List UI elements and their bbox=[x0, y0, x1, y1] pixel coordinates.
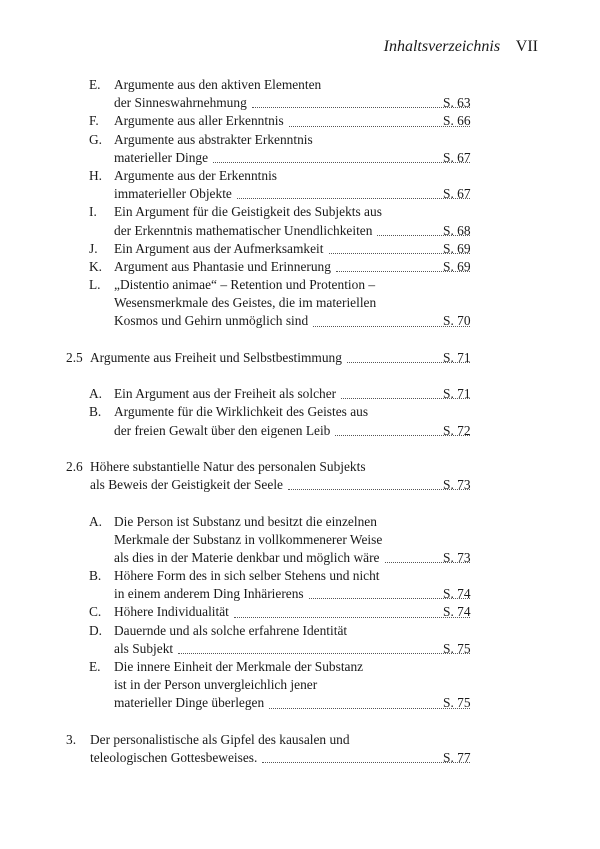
entry-label: A. bbox=[89, 386, 103, 402]
entry-page: S. 69 bbox=[443, 258, 471, 274]
toc-entry-a bbox=[0, 513, 600, 531]
entry-label: I. bbox=[89, 204, 97, 220]
toc-entry-e-cont bbox=[0, 676, 600, 694]
entry-page: S. 75 bbox=[443, 640, 471, 656]
toc-entry-a-cont bbox=[0, 549, 600, 567]
entry-text: als dies in der Materie denkbar und möglich wäre bbox=[114, 549, 380, 565]
entry-text: Höhere Form des in sich selber Stehens und nicht bbox=[114, 568, 380, 584]
toc-entry-l bbox=[0, 276, 600, 294]
section-title: Höhere substantielle Natur des personalen Subjekts bbox=[90, 458, 366, 474]
entry-text: Ein Argument aus der Aufmerksamkeit bbox=[114, 240, 324, 256]
entry-text: materieller Dinge überlegen bbox=[114, 695, 265, 711]
entry-text: Die Person ist Substanz und besitzt die einzelnen bbox=[114, 513, 377, 529]
entry-text: ist in der Person unvergleichlich jener bbox=[114, 677, 318, 693]
entry-page: S. 72 bbox=[443, 422, 471, 438]
entry-label: C. bbox=[89, 604, 102, 620]
entry-page: S. 66 bbox=[443, 113, 471, 129]
entry-text: Kosmos und Gehirn unmöglich sind bbox=[114, 313, 309, 329]
entry-text: der freien Gewalt über den eigenen Leib bbox=[114, 422, 331, 438]
dot-leader bbox=[178, 653, 470, 654]
entry-page: S. 73 bbox=[443, 477, 471, 493]
entry-page: S. 71 bbox=[443, 349, 471, 365]
toc-entry-h-cont bbox=[0, 185, 600, 203]
entry-page: S. 73 bbox=[443, 549, 471, 565]
entry-text: Argumente für die Wirklichkeit des Geistes aus bbox=[114, 404, 369, 420]
entry-text: Höhere Individualität bbox=[114, 604, 229, 620]
table-of-contents bbox=[0, 76, 600, 767]
section-title: teleologischen Gottesbeweises. bbox=[90, 749, 258, 765]
section-number: 3. bbox=[66, 731, 77, 747]
toc-entry-d bbox=[0, 622, 600, 640]
dot-leader bbox=[237, 198, 470, 199]
toc-section-2-6-cont bbox=[0, 476, 600, 494]
entry-text: Argumente aus aller Erkenntnis bbox=[114, 113, 284, 129]
toc-entry-i bbox=[0, 203, 600, 221]
entry-page: S. 67 bbox=[443, 149, 471, 165]
entry-text: Argumente aus der Erkenntnis bbox=[114, 167, 278, 183]
toc-section-3 bbox=[0, 731, 600, 749]
entry-page: S. 74 bbox=[443, 586, 471, 602]
toc-entry-a bbox=[0, 385, 600, 403]
entry-page: S. 70 bbox=[443, 313, 471, 329]
entry-label: H. bbox=[89, 167, 103, 183]
section-title: Argumente aus Freiheit und Selbstbestimmung bbox=[90, 349, 342, 365]
toc-entry-l-cont bbox=[0, 312, 600, 330]
entry-label: A. bbox=[89, 513, 103, 529]
entry-page: S. 69 bbox=[443, 240, 471, 256]
entry-text: „Distentio animae“ – Retention und Protention – bbox=[114, 277, 376, 293]
dot-leader bbox=[252, 107, 470, 108]
entry-page: S. 74 bbox=[443, 604, 471, 620]
entry-label: E. bbox=[89, 659, 101, 674]
dot-leader bbox=[262, 762, 470, 763]
entry-text: materieller Dinge bbox=[114, 149, 209, 165]
toc-entry-j bbox=[0, 240, 600, 258]
entry-page: S. 68 bbox=[443, 222, 471, 238]
entry-label: K. bbox=[89, 258, 103, 274]
entry-text: Argument aus Phantasie und Erinnerung bbox=[114, 258, 331, 274]
section-number: 2.5 bbox=[66, 349, 83, 365]
entry-label: L. bbox=[89, 277, 101, 293]
entry-text: der Erkenntnis mathematischer Unendlichkeiten bbox=[114, 222, 373, 238]
toc-entry-a-cont bbox=[0, 531, 600, 549]
toc-entry-k bbox=[0, 258, 600, 276]
toc-entry-i-cont bbox=[0, 222, 600, 240]
toc-entry-e-cont bbox=[0, 94, 600, 112]
dot-leader bbox=[234, 617, 470, 618]
toc-entry-d-cont bbox=[0, 640, 600, 658]
toc-entry-b bbox=[0, 567, 600, 585]
section-number: 2.6 bbox=[66, 458, 83, 474]
entry-text: Wesensmerkmale des Geistes, die im materiellen bbox=[114, 295, 377, 311]
toc-section-3-cont bbox=[0, 749, 600, 767]
entry-page: S. 63 bbox=[443, 95, 471, 111]
entry-text: Ein Argument für die Geistigkeit des Subjekts aus bbox=[114, 204, 382, 220]
entry-label: E. bbox=[89, 77, 101, 92]
running-header bbox=[384, 38, 538, 56]
entry-page: S. 71 bbox=[443, 386, 471, 402]
entry-text: Argumente aus abstrakter Erkenntnis bbox=[114, 131, 313, 147]
dot-leader bbox=[213, 162, 470, 163]
entry-text: Die innere Einheit der Merkmale der Substanz bbox=[114, 659, 364, 674]
entry-label: F. bbox=[89, 113, 99, 129]
entry-label: B. bbox=[89, 404, 102, 420]
toc-entry-f bbox=[0, 112, 600, 130]
entry-label: D. bbox=[89, 622, 103, 638]
dot-leader bbox=[269, 708, 470, 709]
toc-section-2-5 bbox=[0, 349, 600, 367]
toc-entry-g bbox=[0, 131, 600, 149]
entry-page: S. 75 bbox=[443, 695, 471, 711]
entry-text: der Sinneswahrnehmung bbox=[114, 95, 247, 111]
toc-entry-h bbox=[0, 167, 600, 185]
entry-label: J. bbox=[89, 240, 98, 256]
entry-text: Merkmale der Substanz in vollkommenerer Weise bbox=[114, 531, 383, 547]
toc-entry-b-cont bbox=[0, 585, 600, 603]
toc-entry-e bbox=[0, 76, 600, 94]
toc-entry-e bbox=[0, 658, 600, 676]
toc-entry-b bbox=[0, 403, 600, 421]
entry-page: S. 67 bbox=[443, 186, 471, 202]
entry-text: in einem anderem Ding Inhärierens bbox=[114, 586, 304, 602]
toc-entry-c bbox=[0, 603, 600, 621]
toc-entry-l-cont bbox=[0, 294, 600, 312]
section-title: als Beweis der Geistigkeit der Seele bbox=[90, 477, 283, 493]
entry-label: B. bbox=[89, 568, 102, 584]
entry-text: Dauernde und als solche erfahrene Identität bbox=[114, 622, 348, 638]
toc-section-2-6 bbox=[0, 458, 600, 476]
entry-text: immaterieller Objekte bbox=[114, 186, 232, 202]
entry-text: Ein Argument aus der Freiheit als solcher bbox=[114, 386, 337, 402]
toc-entry-g-cont bbox=[0, 149, 600, 167]
toc-entry-b-cont bbox=[0, 422, 600, 440]
header-title: Inhaltsverzeichnis bbox=[383, 38, 501, 55]
entry-text: Argumente aus den aktiven Elementen bbox=[114, 77, 322, 92]
entry-text: als Subjekt bbox=[114, 640, 174, 656]
section-title: Der personalistische als Gipfel des kausalen und bbox=[90, 731, 350, 747]
header-page-number: VII bbox=[515, 38, 538, 55]
entry-page: S. 77 bbox=[443, 749, 471, 765]
entry-label: G. bbox=[89, 131, 103, 147]
toc-entry-e-cont bbox=[0, 694, 600, 712]
